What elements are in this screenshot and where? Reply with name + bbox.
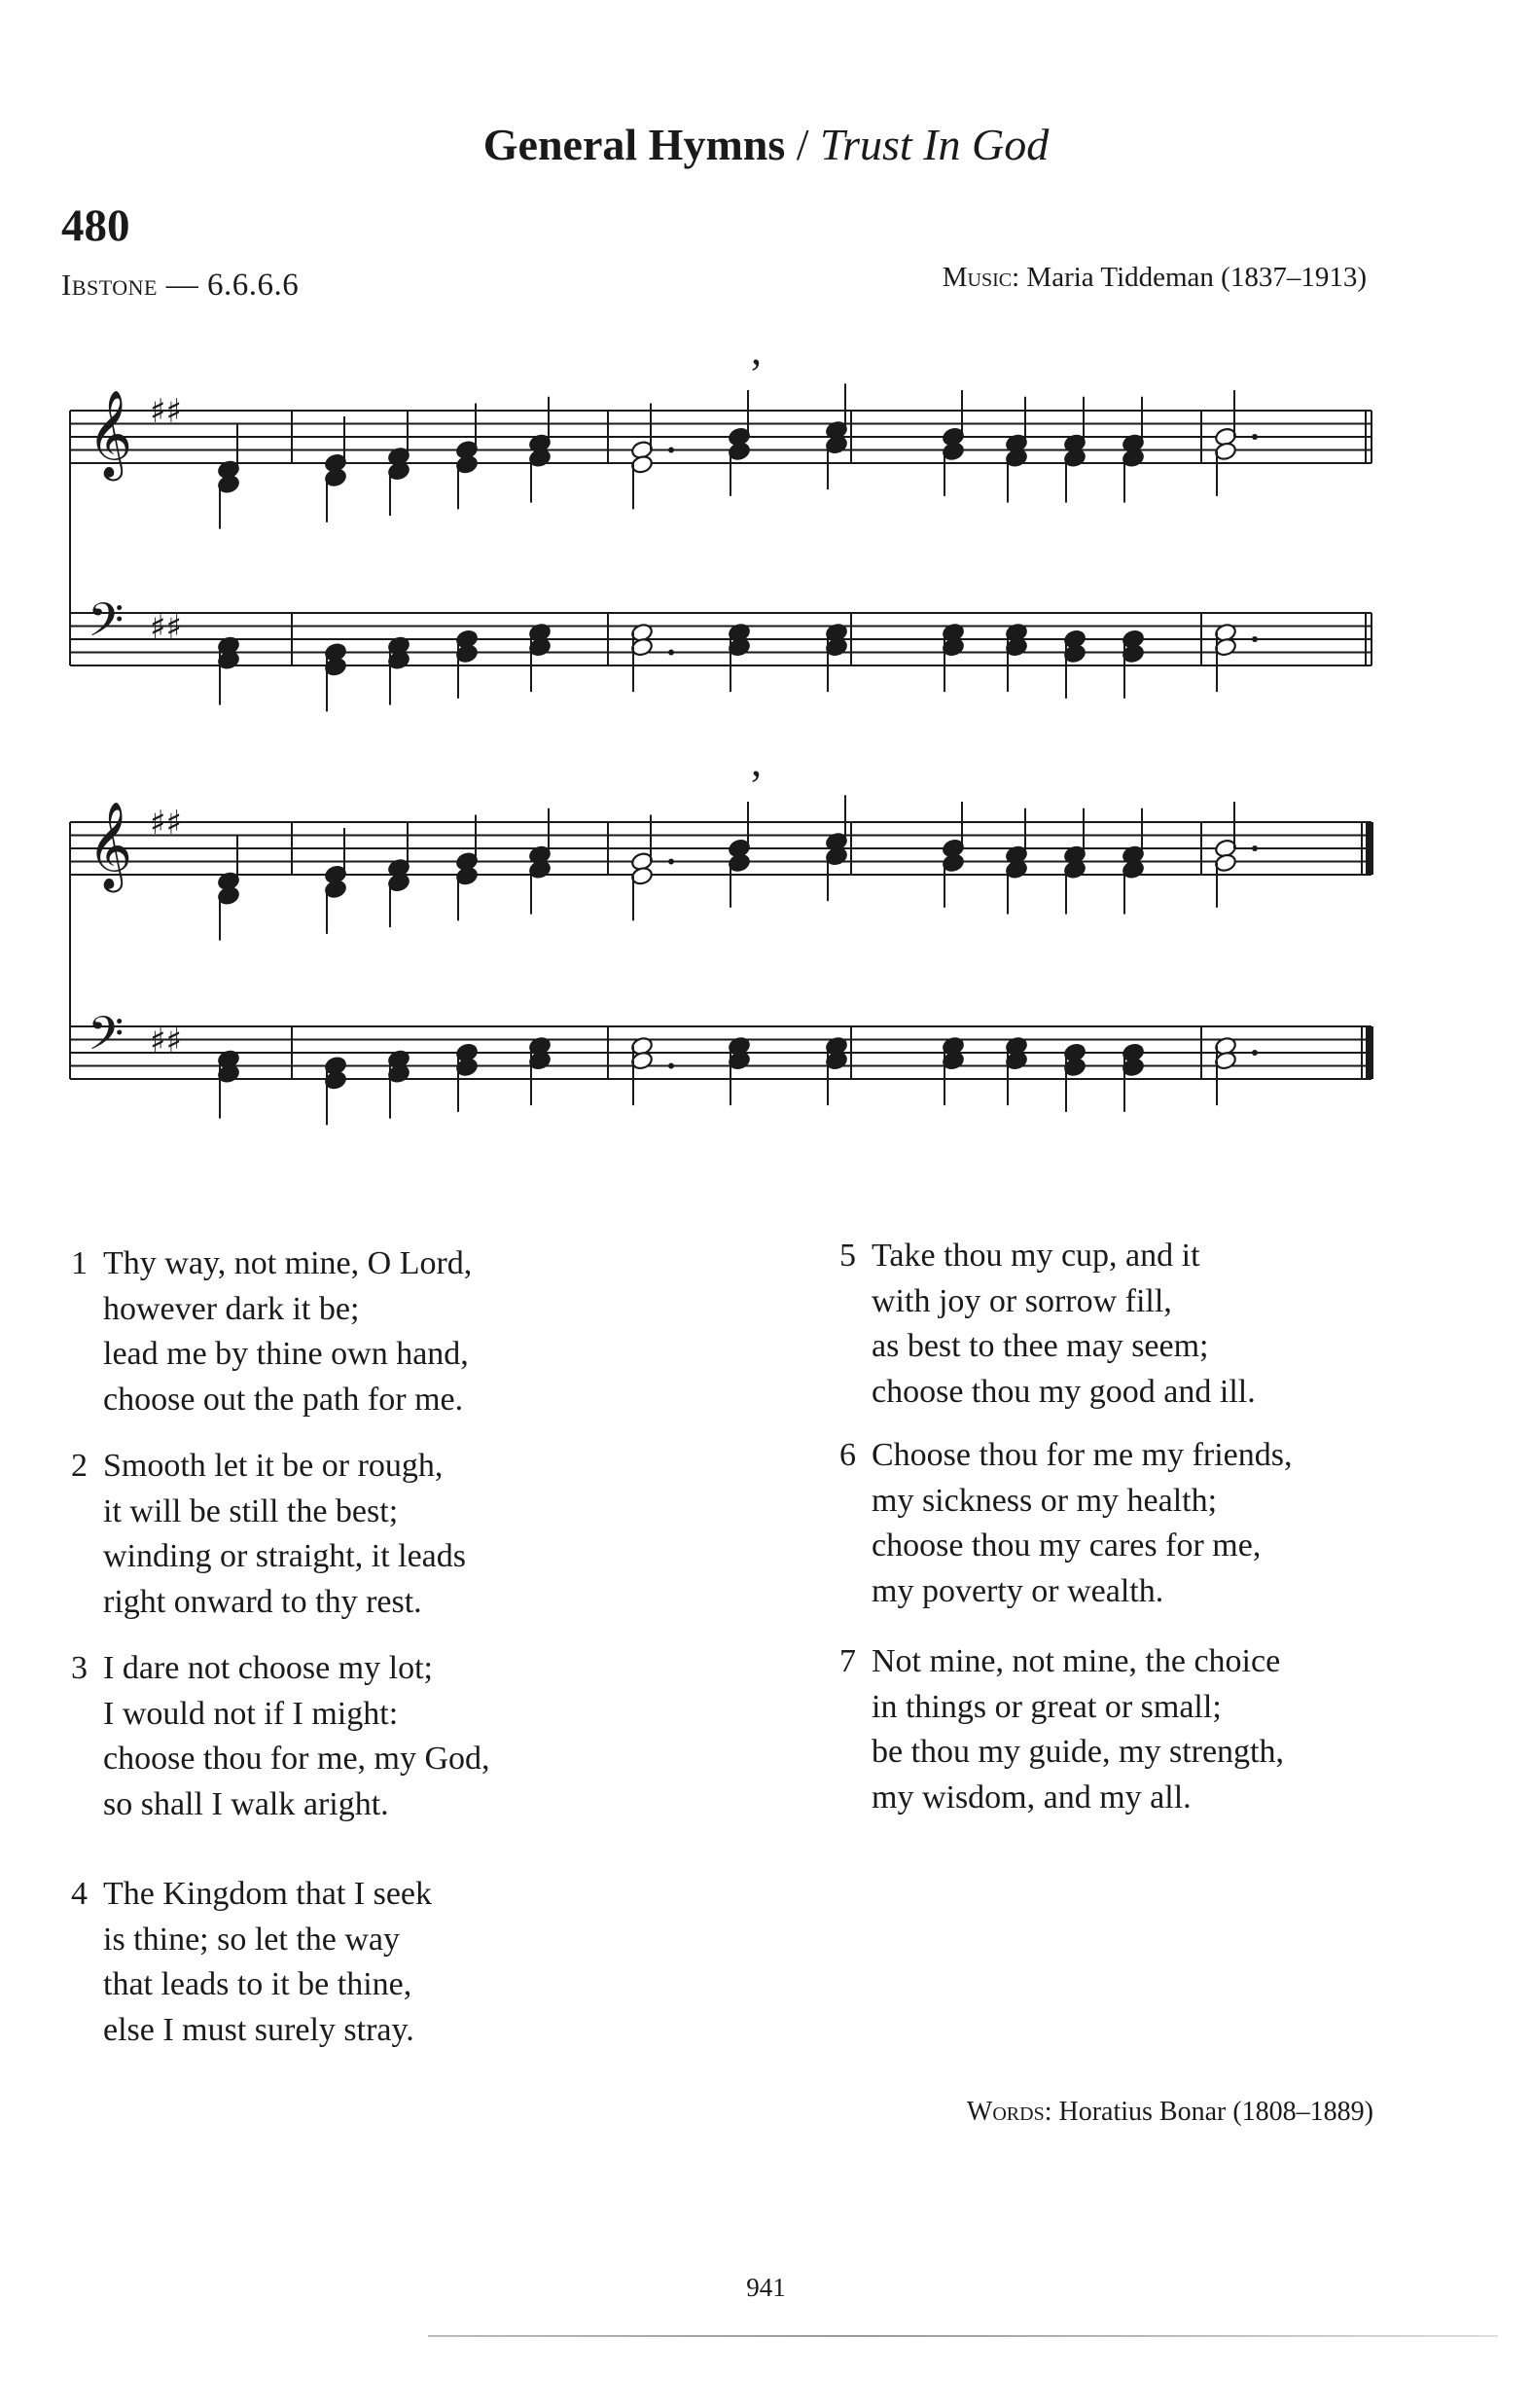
verse-line: it will be still the best;: [103, 1492, 399, 1529]
final-barline: [1366, 1026, 1373, 1079]
verse-line: Take thou my cup, and it: [872, 1238, 1200, 1274]
verse-line: with joy or sorrow fill,: [872, 1282, 1172, 1319]
verse-line: in things or great or small;: [872, 1688, 1222, 1725]
verse-number: 5: [839, 1238, 856, 1274]
page-number: 941: [746, 2273, 786, 2302]
words-credit: [967, 2097, 1373, 2128]
dot: [668, 650, 674, 656]
verse-number: 4: [71, 1876, 88, 1912]
verse-line: I would not if I might:: [103, 1695, 399, 1732]
meter: — 6.6.6.6: [158, 268, 300, 303]
verse-line: choose out the path for me.: [103, 1381, 464, 1418]
verse-line: choose thou my cares for me,: [872, 1527, 1262, 1563]
verse-line: choose thou my good and ill.: [872, 1373, 1256, 1410]
verse-line: my poverty or wealth.: [872, 1572, 1164, 1609]
verse-line: Smooth let it be or rough,: [103, 1448, 444, 1484]
words-label: Words:: [966, 2097, 1052, 2127]
verse-line: so shall I walk aright.: [103, 1785, 389, 1822]
verse-line: Thy way, not mine, O Lord,: [103, 1245, 473, 1281]
dot: [668, 859, 674, 865]
verse-line: right onward to thy rest.: [103, 1583, 422, 1620]
tune-name: Ibstone: [61, 268, 158, 302]
verse-line: is thine; so let the way: [103, 1921, 401, 1958]
verse-line: winding or straight, it leads: [103, 1538, 467, 1574]
breath-mark: ,: [751, 737, 762, 785]
music-label: Music:: [942, 262, 1020, 293]
composer: Maria Tiddeman (1837–1913): [1019, 262, 1367, 293]
treble-clef-icon: 𝄞: [88, 802, 133, 889]
verse-line: else I must surely stray.: [103, 2011, 414, 2048]
verse-number: 6: [839, 1437, 856, 1473]
bass-clef-icon: 𝄢: [88, 593, 125, 659]
tune-info: [61, 268, 299, 304]
verse-line: my sickness or my health;: [872, 1482, 1218, 1519]
verse-line: I dare not choose my lot;: [103, 1650, 433, 1686]
verse-number: 1: [71, 1245, 88, 1281]
final-barline: [1366, 822, 1373, 875]
footer-rule: [428, 2335, 1498, 2337]
header-separator: /: [785, 120, 821, 169]
key-signature-sharps: ♯♯: [150, 804, 182, 843]
key-signature-sharps: ♯♯: [150, 392, 182, 431]
verse-line: be thou my guide, my strength,: [872, 1734, 1285, 1770]
verse-line: The Kingdom that I seek: [103, 1876, 433, 1912]
dot: [1252, 434, 1258, 440]
key-signature-sharps: ♯♯: [150, 608, 182, 647]
dot: [668, 448, 674, 453]
verse-line: as best to thee may seem;: [872, 1328, 1209, 1364]
bass-clef-icon: 𝄢: [88, 1006, 125, 1072]
verse-line: however dark it be;: [103, 1290, 360, 1327]
hymn-number: 480: [61, 200, 130, 251]
dot: [1252, 1050, 1258, 1056]
author: Horatius Bonar (1808–1889): [1051, 2097, 1373, 2127]
section-title: General Hymns: [482, 120, 786, 169]
music-credit: [943, 262, 1367, 294]
verse-line: lead me by thine own hand,: [103, 1336, 469, 1372]
dot: [1252, 636, 1258, 642]
verse-number: 2: [71, 1448, 88, 1484]
page-header: [0, 119, 1532, 170]
subsection-title: Trust In God: [820, 120, 1050, 169]
verse-line: my wisdom, and my all.: [872, 1779, 1192, 1815]
verse-line: that leads to it be thine,: [103, 1966, 412, 2002]
verse-number: 7: [839, 1643, 856, 1679]
dot: [1252, 845, 1258, 851]
verse-number: 3: [71, 1650, 88, 1686]
breath-mark: ,: [751, 326, 762, 374]
dot: [668, 1063, 674, 1069]
treble-clef-icon: 𝄞: [88, 390, 133, 478]
verse-line: Not mine, not mine, the choice: [872, 1643, 1281, 1679]
verse-line: Choose thou for me my friends,: [872, 1437, 1293, 1473]
music-score: [58, 326, 1381, 1129]
key-signature-sharps: ♯♯: [150, 1022, 182, 1060]
verse-line: choose thou for me, my God,: [103, 1741, 490, 1777]
